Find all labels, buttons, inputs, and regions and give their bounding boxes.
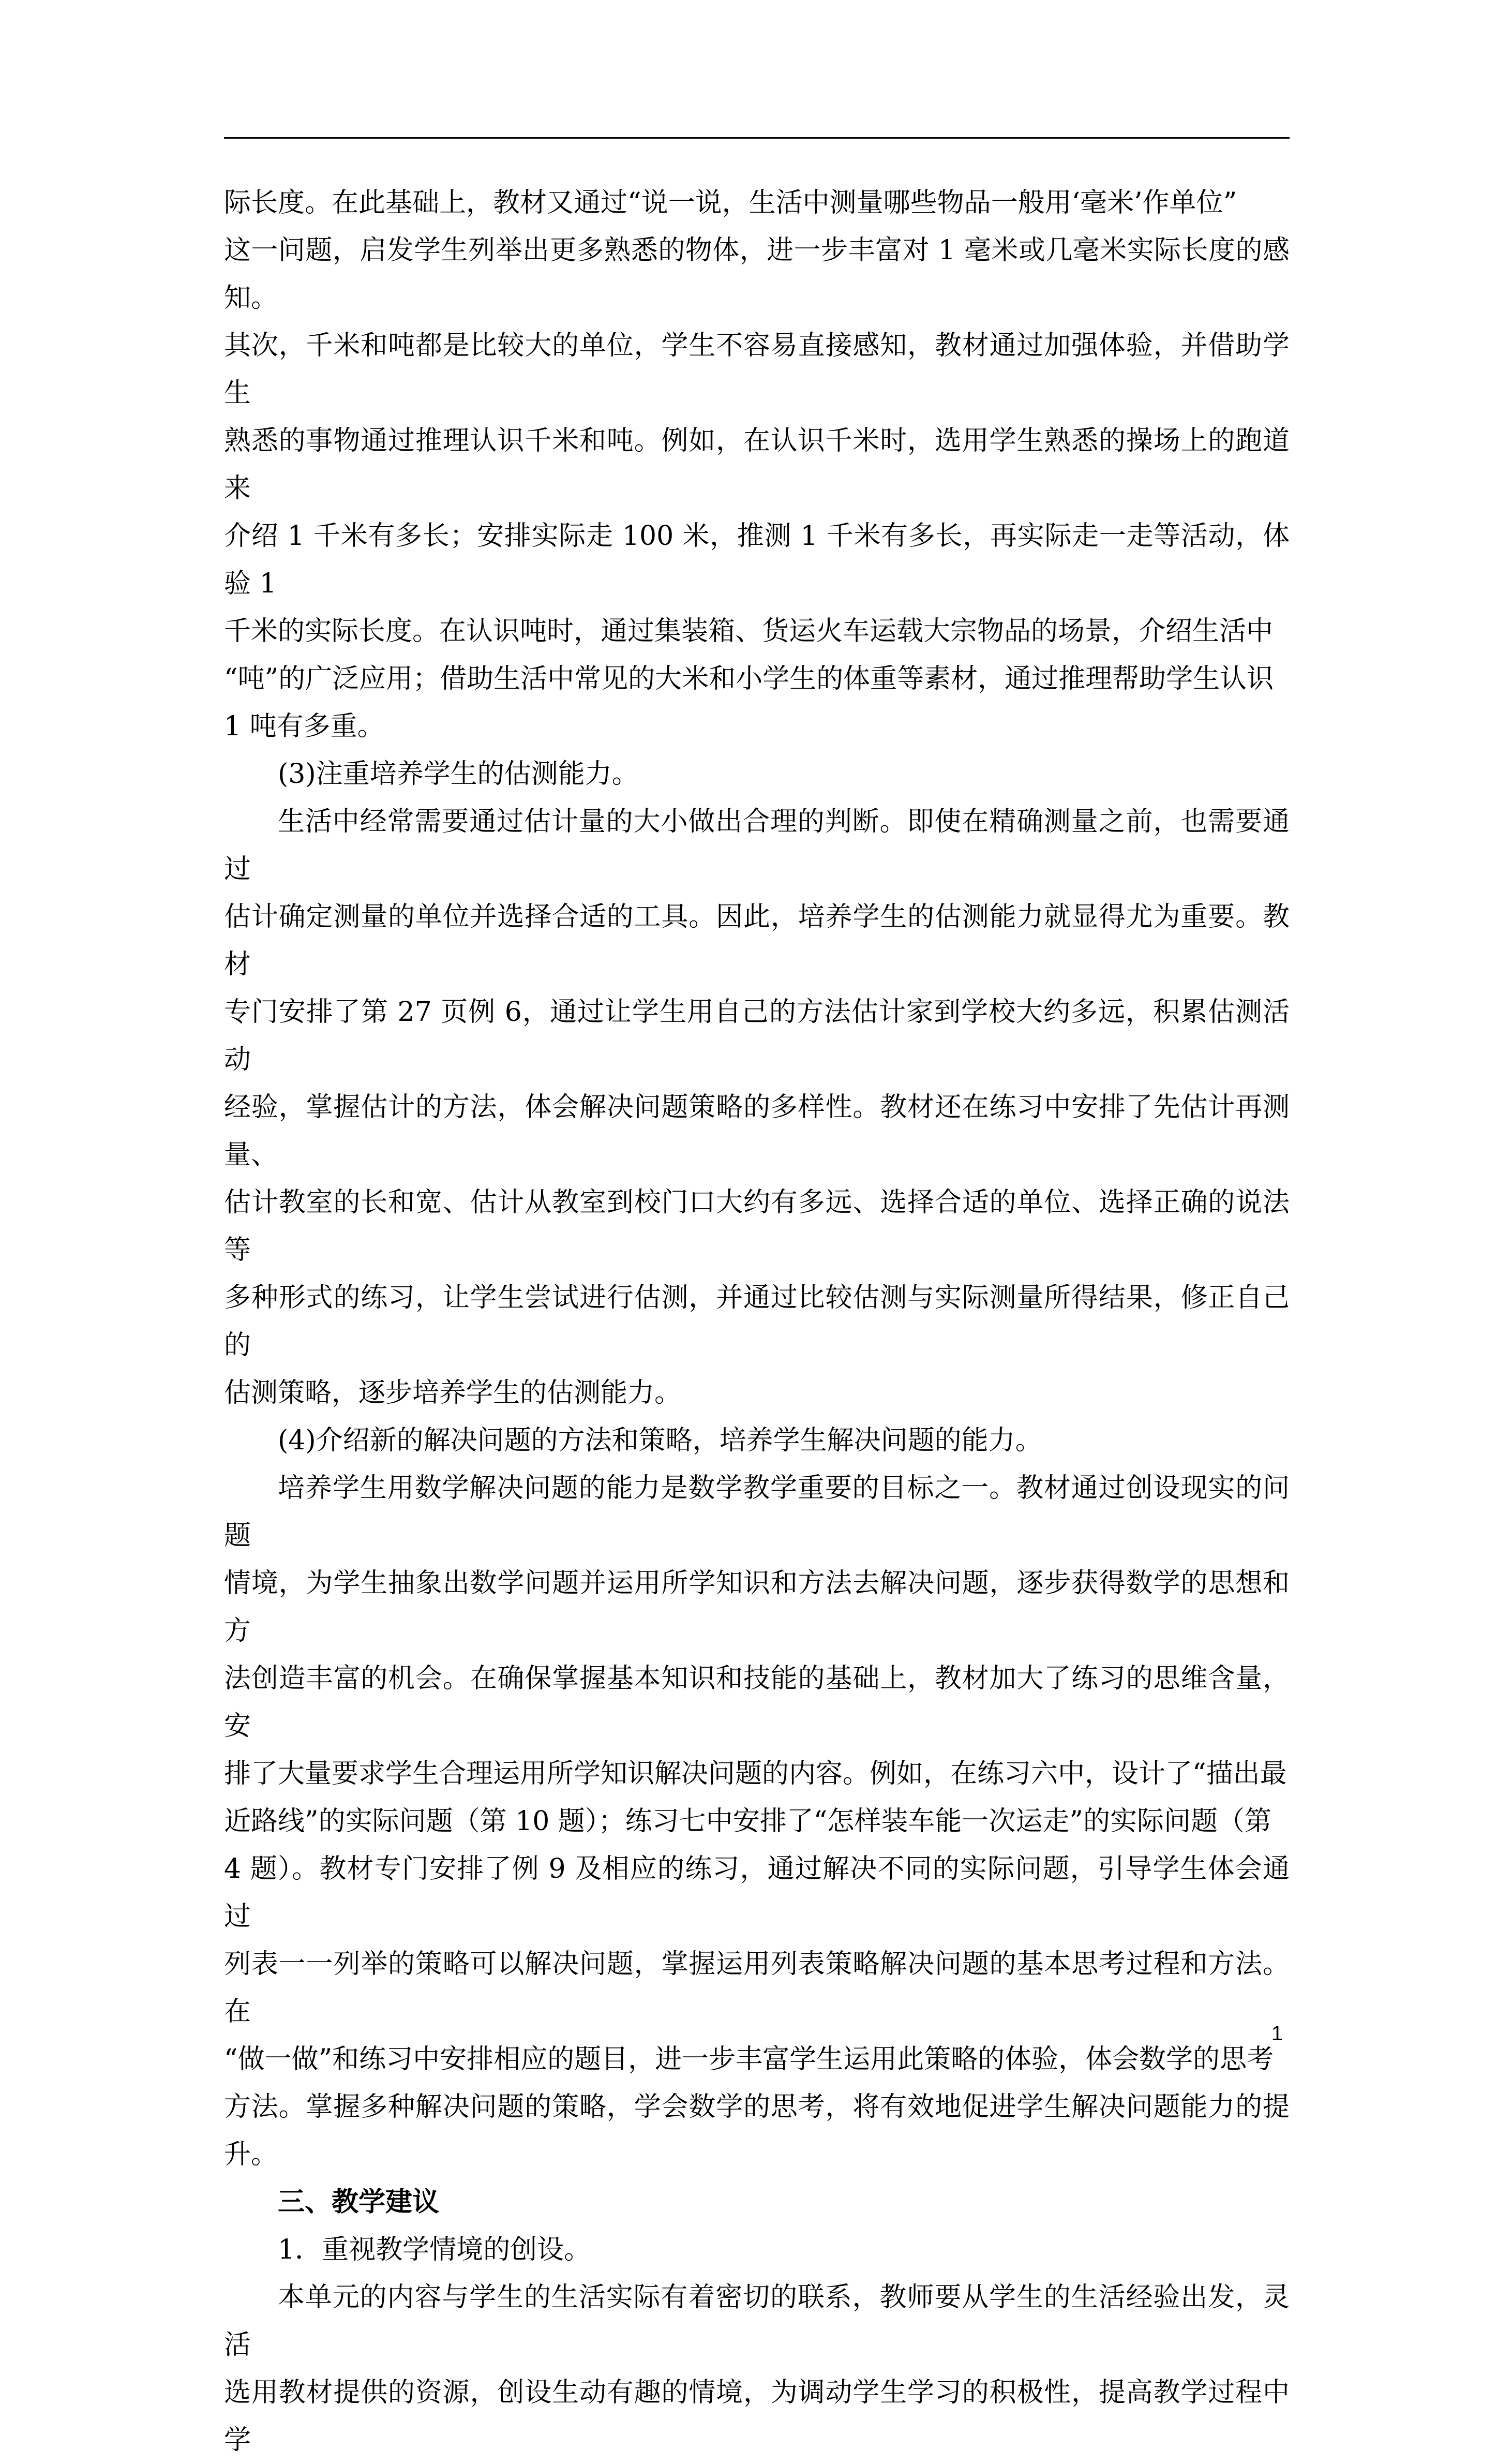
paragraph-estimation: 生活中经常需要通过估计量的大小做出合理的判断。即使在精确测量之前，也需要通过 估计确定测量的单位并选择合适的工具。因此，培养学生的估测能力就显得尤为重要。教材 专门安排了第 27 页例 6，通过让学生用自己的方法估计家到学校大约多远，积累估测活动 经验，掌握估计的方法，体会解决问题策略的多样性。教材还在练习中安排了先估计再测量、 估计教室的长和宽、估计从教室到校门口大约有多远、选择合适的单位、选择正确的说法等 多种形式的练习，让学生尝试进行估测，并通过比较估测与实际测量所得结果，修正自己的 估测策略，逐步培养学生的估测能力。 (224, 806, 1290, 1408)
paragraph-problem-solving: 培养学生用数学解决问题的能力是数学教学重要的目标之一。教材通过创设现实的问题 情境，为学生抽象出数学问题并运用所学知识和方法去解决问题，逐步获得数学的思想和方 法创造丰富的机会。在确保掌握基本知识和技能的基础上，教材加大了练习的思维含量，安 排了大量要求学生合理运用所学知识解决问题的内容。例如，在练习六中，设计了“描出最 近路线”的实际问题（第 10 题）；练习七中安排了“怎样装车能一次运走”的实际问题（第 4 题）。教材专门安排了例 9 及相应的练习，通过解决不同的实际问题，引导学生体会通过 列表一一列举的策略可以解决问题，掌握运用列表策略解决问题的基本思考过程和方法。在 “做一做”和练习中安排相应的题目，进一步丰富学生运用此策略的体验，体会数学的思考 方法。掌握多种解决问题的策略，学会数学的思考，将有效地促进学生解决问题能力的提升。 (224, 1473, 1290, 2170)
subheading-teaching-context: 1．重视教学情境的创设。 (278, 2234, 591, 2265)
paragraph-teaching-context: 本单元的内容与学生的生活实际有着密切的联系，教师要从学生的生活经验出发，灵活 选用教材提供的资源，创设生动有趣的情境，为调动学生学习的积极性，提高教学过程中学 (224, 2282, 1290, 2456)
paragraph-length-units: 际长度。在此基础上，教材又通过“说一说，生活中测量哪些物品一般用‘毫米’作单位” 这一问题，启发学生列举出更多熟悉的物体，进一步丰富对 1 毫米或几毫米实际长度的感知。 其次，千米和吨都是比较大的单位，学生不容易直接感知，教材通过加强体验，并借助学生 熟悉的事物通过推理认识千米和吨。例如，在认识千米时，选用学生熟悉的操场上的跑道来 介绍 1 千米有多长；安排实际走 100 米，推测 1 千米有多长，再实际走一走等活动，体验 1 千米的实际长度。在认识吨时，通过集装箱、货运火车运载大宗物品的场景，介绍生活中 “吨”的广泛应用；借助生活中常见的大米和小学生的体重等素材，通过推理帮助学生认识 1 吨有多重。 (224, 187, 1290, 742)
section-heading-teaching-suggestions: 三、教学建议 (278, 2186, 440, 2218)
page-number: 1 (1271, 2022, 1283, 2045)
subheading-problem-solving: (4)介绍新的解决问题的方法和策略，培养学生解决问题的能力。 (278, 1425, 1042, 1456)
header-rule (224, 137, 1290, 139)
subheading-estimation: (3)注重培养学生的估测能力。 (278, 759, 639, 790)
document-body (224, 179, 1290, 2464)
